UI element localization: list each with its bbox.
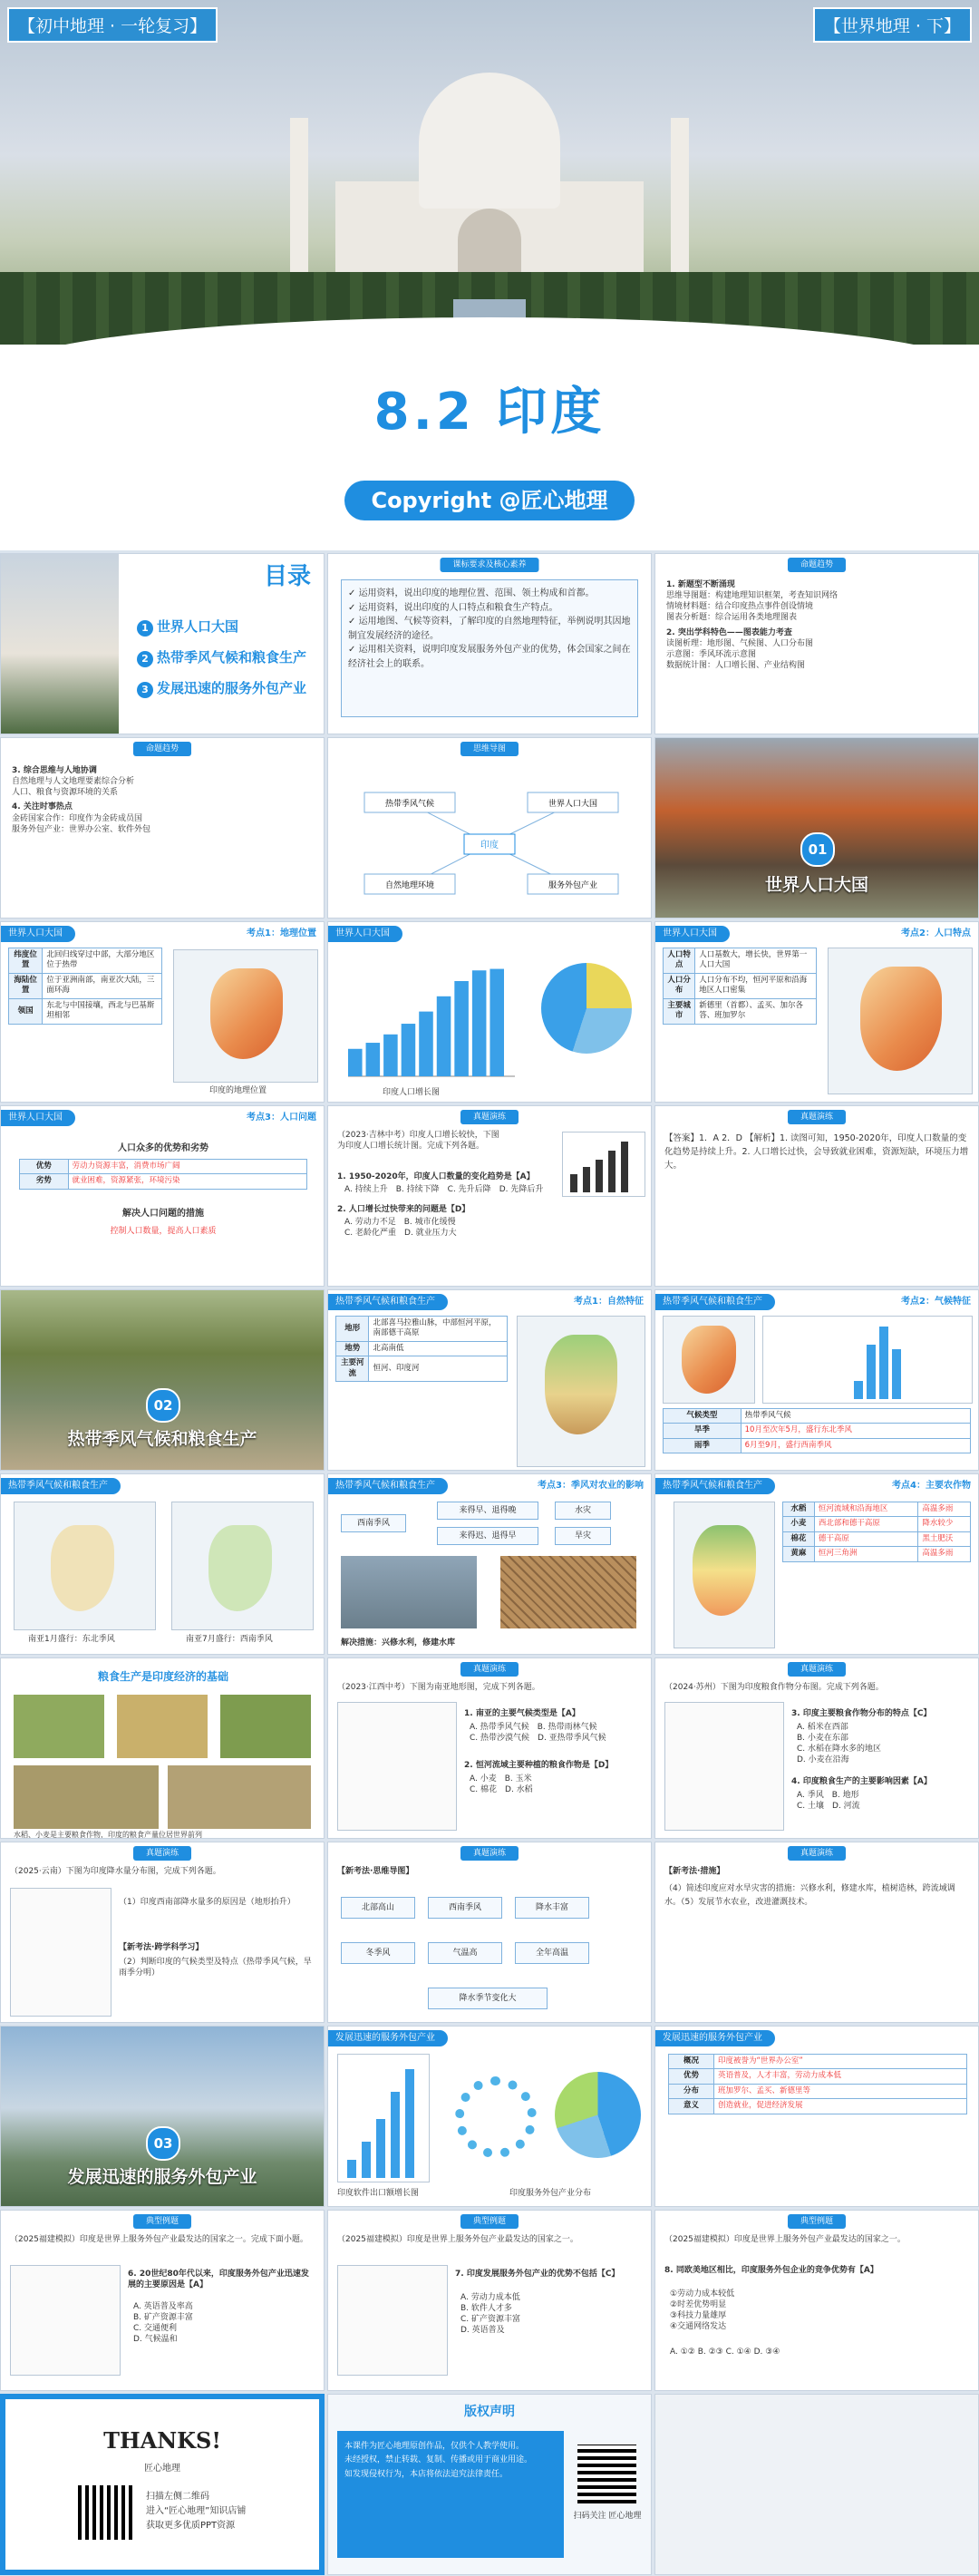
measures-text: 控制人口数量，提高人口素质 — [110, 1227, 217, 1236]
mindmap-node: 世界人口大国 — [548, 800, 598, 809]
row-value: 北部喜马拉雅山脉，中部恒河平原，南部德干高原 — [369, 1317, 508, 1342]
trend-line: 读图析理：地形图、气候图、人口分布图 — [666, 638, 814, 648]
row-value: 新德里（首都）、孟买、加尔各答、班加罗尔 — [695, 998, 817, 1024]
knowledge-point: 考点1：地理位置 — [247, 928, 316, 938]
slide-header: 世界人口大国 — [1, 1110, 75, 1126]
exercise8-slide — [327, 2210, 652, 2391]
slide-header: 世界人口大国 — [655, 926, 730, 942]
crop-distribution: 德干高原 — [814, 1531, 918, 1546]
mindmap-slide — [327, 737, 652, 919]
climate-map — [663, 1316, 755, 1404]
question-1: 1. 1950-2020年，印度人口数量的变化趋势是【A】 — [337, 1172, 535, 1181]
population-bar — [366, 1043, 381, 1076]
question: 8. 同欧美地区相比，印度服务外包企业的竞争优势有【A】 — [664, 2266, 878, 2275]
question-2: 2. 人口增长过快带来的问题是【D】 — [337, 1205, 470, 1214]
section-number: 02 — [146, 1388, 180, 1423]
exercise-stem: （2025福建模拟）印度是世界上服务外包产业最发达的国家之一。完成下面小题。 — [10, 2235, 308, 2244]
row-value: 劳动力资源丰富，消费市场广阔 — [68, 1160, 306, 1174]
slide-header: 热带季风气候和粮食生产 — [328, 1478, 448, 1494]
diagram-node: 全年高温 — [515, 1942, 589, 1964]
cover-title: 8.2 印度 — [373, 383, 606, 442]
row-value: 10月至次年5月，盛行东北季风 — [741, 1424, 970, 1438]
impact-node: 西南季风 — [341, 1514, 406, 1532]
population-bar — [490, 969, 504, 1076]
issue-table — [19, 1159, 307, 1190]
service-slide — [327, 2026, 652, 2207]
row-value: 人口基数大，增长快，世界第一人口大国 — [695, 948, 817, 974]
cover-slide — [0, 0, 979, 550]
crops-table — [782, 1502, 971, 1562]
crop-condition: 降水较少 — [918, 1517, 971, 1531]
world-map — [10, 2265, 121, 2376]
row-label: 海陆位置 — [9, 973, 43, 998]
row-label: 劣势 — [20, 1174, 69, 1189]
impact-node: 旱灾 — [555, 1527, 611, 1545]
location-table — [8, 948, 162, 1025]
toc-slide — [0, 553, 325, 734]
chart-caption: 印度服务外包产业分布 — [509, 2189, 592, 2198]
standards-list — [348, 587, 631, 671]
crop-name: 水稻 — [783, 1502, 815, 1517]
copyright-list: 本课件为匠心地理原创作品，仅供个人教学使用。 未经授权，禁止转载、复制、传播或用于商业用途。 如发现侵权行为，本店将依法追究法律责任。 — [344, 2442, 533, 2479]
terrain-slide — [327, 1289, 652, 1471]
chart-caption: 印度人口增长图 — [383, 1088, 441, 1097]
impact-note: 解决措施：兴修水利，修建水库 — [341, 1638, 456, 1648]
population-bar — [348, 1049, 363, 1076]
row-value: 创造就业，促进经济发展 — [714, 2099, 967, 2114]
thanks-info: 扫描左侧二维码 进入“匠心地理”知识店铺 获取更多优质PPT资源 — [146, 2492, 247, 2531]
population-bar — [383, 1035, 398, 1076]
monsoon-slide — [0, 1473, 325, 1655]
question-options: ①劳动力成本较低 ②时差优势明显 ③科技力量雄厚 ④交通网络发达 — [670, 2289, 735, 2332]
row-value: 班加罗尔、孟买、新德里等 — [714, 2084, 967, 2098]
question: 7. 印度发展服务外包产业的优势不包括【C】 — [455, 2270, 620, 2279]
population2-slide — [654, 921, 979, 1103]
row-label: 分布 — [669, 2084, 714, 2098]
terrain-map — [517, 1316, 645, 1467]
india-map — [173, 949, 318, 1083]
section-number: 03 — [146, 2126, 180, 2161]
knowledge-point: 考点2：人口特点 — [901, 928, 971, 938]
population-bar — [472, 970, 487, 1076]
service-pie-chart — [555, 2072, 641, 2158]
standards-slide — [327, 553, 652, 734]
population-bar — [437, 996, 451, 1076]
crop-condition: 黑土肥沃 — [918, 1531, 971, 1546]
crop-name: 黄麻 — [783, 1547, 815, 1561]
question-1-options: A. 稻米在西部 B. 小麦在东部 C. 水稻在降水多的地区 D. 小麦在沿海 — [797, 1723, 882, 1765]
monsoon-impact-slide — [327, 1473, 652, 1655]
section3-slide — [0, 2026, 325, 2207]
winter-monsoon-map — [14, 1502, 156, 1630]
slide-header: 典型例题 — [133, 2214, 191, 2229]
crop-condition: 高温多雨 — [918, 1547, 971, 1561]
trend-line: 数据统计图：人口增长图、产业结构图 — [666, 660, 806, 670]
trends2-header: 命题趋势 — [133, 742, 191, 756]
question-1: 1. 南亚的主要气候类型是【A】 — [464, 1709, 580, 1718]
row-label: 气候类型 — [664, 1409, 742, 1424]
population-slide — [327, 921, 652, 1103]
south-asia-shape — [208, 1525, 272, 1611]
row-value: 印度被誉为“世界办公室” — [714, 2055, 967, 2069]
farm-photo — [14, 1695, 104, 1758]
impact-node: 来得早、退得晚 — [437, 1502, 538, 1520]
section1-slide — [654, 737, 979, 919]
diagram-node: 降水季节变化大 — [428, 1988, 548, 2009]
question-2-options: A. 季风 B. 地形 C. 土壤 D. 河流 — [797, 1791, 860, 1812]
exercise7-slide — [0, 2210, 325, 2391]
row-value: 恒河、印度河 — [369, 1356, 508, 1382]
terrain-table — [335, 1316, 508, 1382]
population-bar — [419, 1012, 433, 1076]
trend-line: 自然地理与人文地理要素综合分析 — [12, 777, 135, 787]
service-table — [668, 2054, 967, 2114]
exercise-stem: （2023·江西中考）下图为南亚地形图，完成下列各题。 — [337, 1683, 540, 1692]
slide-header: 真题演练 — [460, 1846, 519, 1861]
grain-title: 粮食生产是印度经济的基础 — [97, 1670, 228, 1683]
exercise-stem: （2023·吉林中考）印度人口增长较快，下图为印度人口增长统计图。完成下列各题。 — [337, 1131, 499, 1152]
crop-distribution-map — [664, 1702, 784, 1831]
qr-code[interactable] — [78, 2485, 132, 2540]
diagram-node: 冬季风 — [341, 1942, 415, 1964]
india-shape — [210, 968, 283, 1059]
slide-header: 热带季风气候和粮食生产 — [328, 1294, 448, 1310]
farm-photo — [14, 1765, 159, 1829]
thanks-brand: 匠心地理 — [144, 2464, 180, 2474]
row-value: 就业困难，资源紧张，环境污染 — [68, 1174, 306, 1189]
world-map — [337, 2265, 448, 2376]
row-label: 意义 — [669, 2099, 714, 2114]
slide-header: 世界人口大国 — [328, 926, 402, 942]
diagram-node: 西南季风 — [428, 1897, 502, 1919]
unit-tag: 【世界地理 · 下】 — [813, 7, 972, 43]
toc-photo — [1, 554, 119, 734]
trends-header: 命题趋势 — [788, 558, 846, 572]
trend-line: 示意图：季风环流示意图 — [666, 649, 757, 659]
population-bar — [454, 981, 469, 1076]
section-title: 发展迅速的服务外包产业 — [67, 2167, 257, 2187]
service2-slide — [654, 2026, 979, 2207]
row-value: 北高南低 — [369, 1341, 508, 1356]
row-label: 地形 — [336, 1317, 369, 1342]
row-value: 人口分布不均，恒河平原和沿海地区人口密集 — [695, 973, 817, 998]
south-asia-shape — [51, 1525, 114, 1611]
question-1: 3. 印度主要粮食作物分布的特点【C】 — [791, 1709, 932, 1718]
climate-slide — [654, 1289, 979, 1471]
pop-issue-slide — [0, 1105, 325, 1287]
grain-slide — [0, 1657, 325, 1839]
india-shape — [545, 1335, 617, 1434]
slide-header: 典型例题 — [788, 2214, 846, 2229]
mindmap-header: 思维导图 — [460, 742, 519, 756]
row-label: 概况 — [669, 2055, 714, 2069]
course-tag: 【初中地理 · 一轮复习】 — [7, 7, 218, 43]
map-caption-january: 南亚1月盛行：东北季风 — [28, 1635, 115, 1644]
crop-name: 小麦 — [783, 1517, 815, 1531]
slide-header: 发展迅速的服务外包产业 — [655, 2030, 775, 2046]
knowledge-point: 考点4：主要农作物 — [892, 1481, 971, 1491]
toc-title: 目录 — [264, 563, 312, 590]
crop-distribution: 恒河流域和沿海地区 — [814, 1502, 918, 1517]
india-shape — [682, 1326, 736, 1394]
mindmap-node: 自然地理环境 — [384, 881, 435, 890]
trends-body — [666, 579, 969, 671]
row-value: 英语普及，人才丰富，劳动力成本低 — [714, 2069, 967, 2084]
row-label: 主要河流 — [336, 1356, 369, 1382]
slide-header: 热带季风气候和粮食生产 — [655, 1294, 775, 1310]
trend-title: 4. 关注时事热点 — [12, 802, 73, 812]
trend-line: 图表分析题：综合运用各类地理图表 — [666, 613, 798, 623]
knowledge-point: 考点1：自然特征 — [574, 1297, 644, 1307]
row-value: 位于亚洲南部，南亚次大陆，三面环海 — [43, 973, 162, 998]
slide-header: 真题演练 — [460, 1662, 519, 1677]
trend-line: 服务外包产业：世界办公室、软件外包 — [12, 824, 151, 834]
population-pie-chart — [541, 963, 632, 1054]
exercise-chart — [562, 1132, 645, 1197]
exercise-stem: （2025福建模拟）印度是世界上服务外包产业最发达的国家之一。 — [664, 2235, 906, 2244]
diagram-node: 降水丰富 — [515, 1897, 589, 1919]
exercise-stem: （2025·云南）下图为印度降水量分布图，完成下列各题。 — [10, 1867, 221, 1876]
row-label: 主要城市 — [664, 998, 695, 1024]
knowledge-point: 考点3：季风对农业的影响 — [538, 1481, 644, 1491]
slide-header: 典型例题 — [460, 2214, 519, 2229]
climate-table — [663, 1408, 971, 1453]
toc-item-1[interactable]: 1 世界人口大国 — [137, 617, 238, 637]
impact-node: 来得迟、退得早 — [437, 1527, 538, 1545]
row-label: 地势 — [336, 1341, 369, 1356]
trend-line: 情境材料题：结合印度热点事件创设情境 — [666, 602, 814, 612]
issue-title: 人口众多的优势和劣势 — [118, 1143, 208, 1153]
row-label: 人口特点 — [664, 948, 695, 974]
slide-header: 发展迅速的服务外包产业 — [328, 2030, 448, 2046]
answer-choices: A. ①② B. ②③ C. ①④ D. ③④ — [670, 2348, 780, 2357]
answer1-slide — [654, 1105, 979, 1287]
thanks-slide — [0, 2394, 325, 2575]
trend-line: 思维导图题：构建地理知识框架，考查知识网络 — [666, 591, 838, 601]
exercise1-slide — [327, 1105, 652, 1287]
knowledge-point: 考点2：气候特征 — [901, 1297, 971, 1307]
question-1-options: A. 热带季风气候 B. 热带雨林气候 C. 热带沙漠气候 D. 亚热带季风气候 — [470, 1723, 606, 1744]
crops-slide — [654, 1473, 979, 1655]
slide-header: 真题演练 — [788, 1846, 846, 1861]
exercise5-slide — [327, 1842, 652, 2023]
question-2-options: A. 劳动力不足 B. 城市化缓慢 C. 老龄化严重 D. 就业压力大 — [344, 1218, 457, 1239]
india-shape — [860, 967, 942, 1071]
thanks-title: THANKS! — [103, 2427, 221, 2454]
location-slide — [0, 921, 325, 1103]
standards-header: 课标要求及核心素养 — [440, 558, 538, 572]
farm-photo — [220, 1695, 311, 1758]
mindmap-center: 印度 — [480, 841, 499, 851]
qr-caption: 扫码关注 匠心地理 — [573, 2512, 642, 2521]
row-value: 北回归线穿过中部，大部分地区位于热带 — [43, 948, 162, 974]
new-method-tag: 【新考法·跨学科学习】 — [119, 1943, 204, 1952]
toc-item-3[interactable]: 3 发展迅速的服务外包产业 — [137, 679, 306, 698]
crop-distribution: 西北部和德干高原 — [814, 1517, 918, 1531]
slide-header: 热带季风气候和粮食生产 — [655, 1478, 775, 1494]
exercise9-slide — [654, 2210, 979, 2391]
trends-slide — [654, 553, 979, 734]
drought-photo — [500, 1556, 636, 1628]
slide-header: 真题演练 — [788, 1110, 846, 1124]
farm-photo — [117, 1695, 208, 1758]
toc-item-2[interactable]: 2 热带季风气候和粮食生产 — [137, 648, 306, 667]
population-bar — [402, 1024, 416, 1076]
palace-dome — [419, 73, 560, 209]
crop-condition: 高温多雨 — [918, 1502, 971, 1517]
population-bar-chart — [337, 949, 519, 1085]
mindmap-node: 热带季风气候 — [384, 800, 435, 809]
crops-map — [674, 1502, 775, 1648]
trends2-body — [12, 765, 315, 835]
trend-title: 3. 综合思维与人地协调 — [12, 766, 97, 775]
row-label: 优势 — [20, 1160, 69, 1174]
section-title: 热带季风气候和粮食生产 — [67, 1429, 257, 1449]
diagram-node: 北部高山 — [341, 1897, 415, 1919]
map-caption: 印度的地理位置 — [209, 1086, 267, 1095]
exercise2-slide — [327, 1657, 652, 1839]
mindmap-node: 服务外包产业 — [548, 881, 598, 890]
exercise-stem: （2025福建模拟）印度是世界上服务外包产业最发达的国家之一。 — [337, 2235, 578, 2244]
grain-subtitle: 水稻、小麦是主要粮食作物，印度的粮食产量位居世界前列 — [14, 1831, 202, 1839]
crop-name: 棉花 — [783, 1531, 815, 1546]
row-value: 东北与中国接壤，西北与巴基斯坦相邻 — [43, 998, 162, 1024]
blank-slide — [654, 2394, 979, 2575]
row-value: 6月至9月，盛行西南季风 — [741, 1438, 970, 1453]
row-label: 纬度位置 — [9, 948, 43, 974]
standard-item: ✓ 运用资料，说出印度的人口特点和粮食生产特点。 — [348, 602, 558, 613]
taj-mahal-photo — [0, 0, 979, 345]
row-label: 领国 — [9, 998, 43, 1024]
india-shape — [693, 1525, 756, 1616]
precipitation-map — [10, 1888, 111, 2017]
question-2-options: A. 小麦 B. 玉米 C. 棉花 D. 水稻 — [470, 1774, 533, 1795]
south-asia-terrain-map — [337, 1702, 457, 1831]
diagram-node: 气温高 — [428, 1942, 502, 1964]
slide-header: 真题演练 — [460, 1110, 519, 1124]
population-density-map — [828, 948, 973, 1094]
farm-photo — [168, 1765, 311, 1829]
mindmap-diagram — [328, 758, 651, 917]
crop-distribution: 恒河三角洲 — [814, 1547, 918, 1561]
row-label: 优势 — [669, 2069, 714, 2084]
answer-text: 【答案】1．A 2．D 【解析】1. 读图可知，1950-2020年，印度人口数量的变化趋势是持续上升。2. 人口增长过快，会导致就业困难，资源短缺，环境压力增大。 — [664, 1133, 969, 1171]
standard-item: ✓ 运用地图、气候等资料，了解印度的自然地理特征，举例说明其因地制宜发展经济的途径。 — [348, 617, 631, 641]
trend-line: 金砖国家合作：印度作为金砖成员国 — [12, 813, 143, 823]
question-options: A. 英语普及率高 B. 矿产资源丰富 C. 交通便利 D. 气候温和 — [133, 2302, 193, 2345]
service-network-diagram — [455, 2076, 537, 2158]
trend-line: 人口、粮食与资源环境的关系 — [12, 788, 119, 798]
section-number: 01 — [800, 832, 835, 867]
new-method-tag: 【新考法·思维导图】 — [337, 1867, 414, 1876]
standard-item: ✓ 运用相关资料，说明印度发展服务外包产业的优势，体会国家之间在经济社会上的联系。 — [348, 645, 631, 669]
qr-code[interactable] — [577, 2445, 636, 2503]
slide-header: 真题演练 — [133, 1846, 191, 1861]
slide-header: 热带季风气候和粮食生产 — [1, 1478, 121, 1494]
row-label: 雨季 — [664, 1438, 742, 1453]
climate-chart — [762, 1316, 973, 1404]
standard-item: ✓ 运用资料，说出印度的地理位置、范围、领土构成和首都。 — [348, 588, 595, 598]
section-title: 世界人口大国 — [764, 875, 868, 895]
slide-header: 世界人口大国 — [1, 926, 75, 942]
question-2: 4. 印度粮食生产的主要影响因素【A】 — [791, 1777, 932, 1786]
population-table — [663, 948, 817, 1025]
question-1-options: A. 持续上升 B. 持续下降 C. 先升后降 D. 先降后升 — [344, 1185, 544, 1194]
exercise3-slide — [654, 1657, 979, 1839]
new-method-tag: 【新考法·措施】 — [664, 1867, 725, 1876]
question: 6. 20世纪80年代以来，印度服务外包产业迅速发展的主要原因是【A】 — [128, 2270, 309, 2290]
impact-node: 水灾 — [555, 1502, 611, 1520]
trend-title: 2. 突出学科特色——图表能力考查 — [666, 627, 792, 637]
row-label: 人口分布 — [664, 973, 695, 998]
question-2: （2）判断印度的气候类型及特点（热带季风气候，旱雨季分明） — [119, 1958, 312, 1978]
exercise-text: （4）简述印度应对水旱灾害的措施：兴修水利，修建水库，植树造林，跨流域调水。（5）发展节水农业，改进灌溉技术。 — [664, 1884, 955, 1908]
copyright-title: 版权声明 — [464, 2405, 515, 2419]
trend-title: 1. 新题型不断涌现 — [666, 580, 735, 589]
trends2-slide — [0, 737, 325, 919]
question-options: A. 劳动力成本低 B. 软件人才多 C. 矿产资源丰富 D. 英语普及 — [460, 2293, 521, 2336]
software-export-chart — [337, 2054, 430, 2182]
measures-title: 解决人口问题的措施 — [122, 1209, 204, 1219]
row-label: 旱季 — [664, 1424, 742, 1438]
section2-slide — [0, 1289, 325, 1471]
map-caption-july: 南亚7月盛行：西南季风 — [186, 1635, 273, 1644]
exercise4-slide — [0, 1842, 325, 2023]
slide-header: 真题演练 — [788, 1662, 846, 1677]
question-1: （1）印度西南部降水量多的原因是（地形抬升） — [119, 1898, 296, 1907]
flood-photo — [341, 1556, 477, 1628]
knowledge-point: 考点3：人口问题 — [247, 1113, 316, 1123]
chart-caption: 印度软件出口额增长图 — [337, 2189, 420, 2198]
exercise6-slide — [654, 1842, 979, 2023]
question-2: 2. 恒河流域主要种植的粮食作物是【D】 — [464, 1761, 614, 1770]
summer-monsoon-map — [171, 1502, 314, 1630]
copyright-slide — [327, 2394, 652, 2575]
exercise-stem: （2024·苏州）下图为印度粮食作物分布图。完成下列各题。 — [664, 1683, 884, 1692]
copyright-pill: Copyright @匠心地理 — [344, 481, 635, 520]
row-value: 热带季风气候 — [741, 1409, 970, 1424]
